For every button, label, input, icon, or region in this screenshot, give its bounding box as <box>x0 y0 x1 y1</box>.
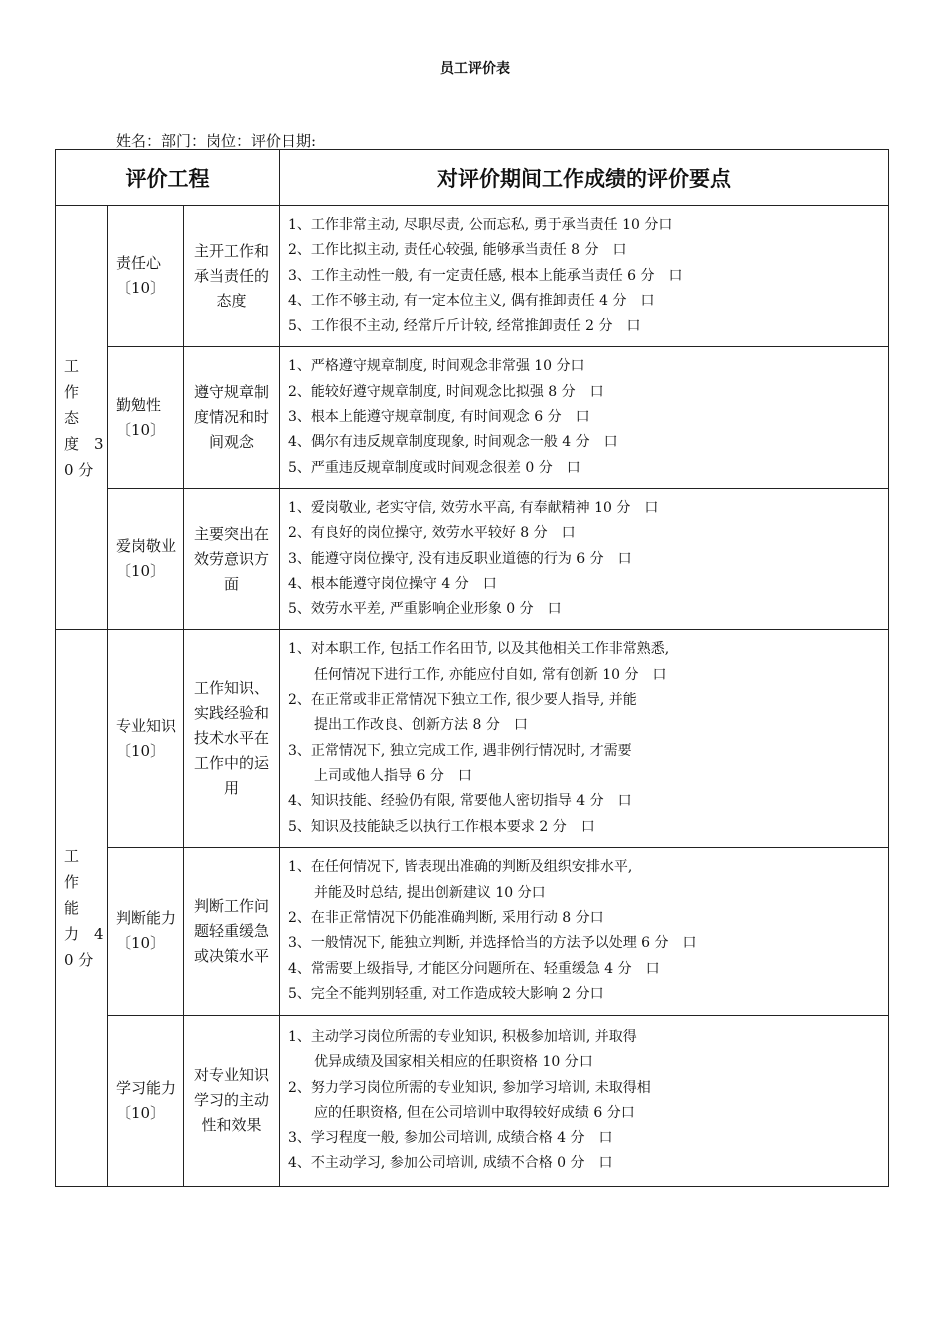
point-line: 5、严重违反规章制度或时间观念很差 0 分 口 <box>288 459 581 476</box>
point-line: 1、对本职工作, 包括工作名田节, 以及其他相关工作非常熟悉, <box>288 641 670 658</box>
item-judgment: 判断能力〔10〕 <box>108 847 184 1015</box>
evaluation-table <box>55 149 889 1187</box>
item-dedication: 爱岗敬业〔10〕 <box>108 488 184 629</box>
point-line: 提出工作改良、创新方法 8 分 口 <box>314 717 528 734</box>
point-line: 1、主动学习岗位所需的专业知识, 积极参加培训, 并取得 <box>288 1028 637 1045</box>
point-line: 应的任职资格, 但在公司培训中取得较好成绩 6 分口 <box>314 1104 635 1121</box>
point-line: 3、学习程度一般, 参加公司培训, 成绩合格 4 分 口 <box>288 1130 613 1147</box>
item-description: 工作知识、实践经验和技术水平在工作中的运用 <box>184 630 280 847</box>
header-evaluation-points: 对评价期间工作成绩的评价要点 <box>280 150 889 206</box>
point-line: 2、在非正常情况下仍能准确判断, 采用行动 8 分口 <box>288 910 604 927</box>
point-line: 3、能遵守岗位操守, 没有违反职业道德的行为 6 分 口 <box>288 550 632 567</box>
point-line: 5、完全不能判别轻重, 对工作造成较大影响 2 分口 <box>288 985 604 1002</box>
item-diligence: 勤勉性〔10〕 <box>108 347 184 488</box>
point-line: 3、根本上能遵守规章制度, 有时间观念 6 分 口 <box>288 409 590 426</box>
point-line: 任何情况下进行工作, 亦能应付自如, 常有创新 10 分 口 <box>314 666 667 683</box>
item-description: 判断工作问题轻重缓急或决策水平 <box>184 847 280 1015</box>
point-line: 4、知识技能、经验仍有限, 常要他人密切指导 4 分 口 <box>288 793 632 810</box>
item-description: 主开工作和承当责任的态度 <box>184 206 280 347</box>
table-row <box>56 847 889 1015</box>
evaluation-points <box>280 630 889 847</box>
employee-info-line: 姓名：部门：岗位：评价日期: <box>116 132 317 150</box>
category-work-attitude: 工 作 态 度 3 0 分 <box>56 206 108 630</box>
point-line: 5、工作很不主动, 经常斤斤计较, 经常推卸责任 2 分 口 <box>288 318 641 335</box>
category-work-ability: 工 作 能 力 4 0 分 <box>56 630 108 1186</box>
point-line: 4、根本能遵守岗位操守 4 分 口 <box>288 575 497 592</box>
point-line: 2、能较好遵守规章制度, 时间观念比拟强 8 分 口 <box>288 383 604 400</box>
point-line: 4、偶尔有违反规章制度现象, 时间观念一般 4 分 口 <box>288 434 618 451</box>
point-line: 优异成绩及国家相关相应的任职资格 10 分口 <box>314 1054 593 1071</box>
point-line: 5、效劳水平差, 严重影响企业形象 0 分 口 <box>288 601 562 618</box>
point-line: 上司或他人指导 6 分 口 <box>314 767 472 784</box>
point-line: 3、一般情况下, 能独立判断, 并选择恰当的方法予以处理 6 分 口 <box>288 935 697 952</box>
table-row <box>56 347 889 488</box>
evaluation-points <box>280 347 889 488</box>
point-line: 5、知识及技能缺乏以执行工作根本要求 2 分 口 <box>288 818 595 835</box>
point-line: 1、严格遵守规章制度, 时间观念非常强 10 分口 <box>288 358 585 375</box>
point-line: 1、工作非常主动, 尽职尽责, 公而忘私, 勇于承当责任 10 分口 <box>288 217 673 233</box>
point-line: 2、有良好的岗位操守, 效劳水平较好 8 分 口 <box>288 525 576 542</box>
point-line: 2、工作比拟主动, 责任心较强, 能够承当责任 8 分 口 <box>288 242 627 259</box>
item-description: 主要突出在效劳意识方面 <box>184 488 280 629</box>
point-line: 并能及时总结, 提出创新建议 10 分口 <box>314 884 546 901</box>
point-line: 2、在正常或非正常情况下独立工作, 很少要人指导, 并能 <box>288 692 637 709</box>
evaluation-points <box>280 847 889 1015</box>
page-title: 员工评价表 <box>440 61 510 77</box>
header-row <box>56 150 889 206</box>
item-responsibility: 责任心〔10〕 <box>108 206 184 347</box>
evaluation-points <box>280 206 889 347</box>
point-line: 1、爱岗敬业, 老实守信, 效劳水平高, 有奉献精神 10 分 口 <box>288 499 659 516</box>
evaluation-points <box>280 488 889 629</box>
table-row <box>56 1015 889 1186</box>
header-evaluation-items: 评价工程 <box>56 150 280 206</box>
point-line: 1、在任何情况下, 皆表现出准确的判断及组织安排水平, <box>288 859 633 876</box>
point-line: 2、努力学习岗位所需的专业知识, 参加学习培训, 未取得相 <box>288 1079 651 1096</box>
item-description: 遵守规章制度情况和时间观念 <box>184 347 280 488</box>
point-line: 3、工作主动性一般, 有一定责任感, 根本上能承当责任 6 分 口 <box>288 267 683 284</box>
point-line: 4、不主动学习, 参加公司培训, 成绩不合格 0 分 口 <box>288 1155 613 1172</box>
evaluation-points <box>280 1015 889 1186</box>
item-learning: 学习能力〔10〕 <box>108 1015 184 1186</box>
item-professional-knowledge: 专业知识〔10〕 <box>108 630 184 847</box>
table-row <box>56 630 889 847</box>
point-line: 4、工作不够主动, 有一定本位主义, 偶有推卸责任 4 分 口 <box>288 292 655 309</box>
point-line: 3、正常情况下, 独立完成工作, 遇非例行情况时, 才需要 <box>288 742 632 759</box>
table-row <box>56 206 889 347</box>
table-row <box>56 488 889 629</box>
point-line: 4、常需要上级指导, 才能区分问题所在、轻重缓急 4 分 口 <box>288 960 660 977</box>
item-description: 对专业知识学习的主动性和效果 <box>184 1015 280 1186</box>
